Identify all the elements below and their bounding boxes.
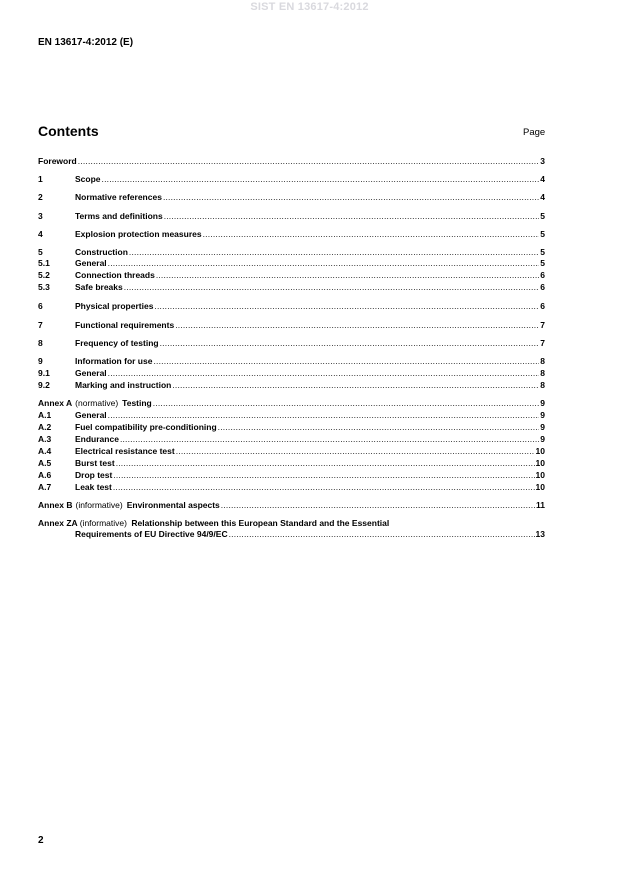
- toc-entry-page: 8: [540, 368, 545, 378]
- toc-entry-title: Endurance: [75, 434, 119, 444]
- toc-entry-title: Relationship between this European Standard and the Essential: [131, 518, 390, 528]
- toc-entry-title: Physical properties: [75, 301, 154, 311]
- toc-entry-number: 3: [38, 211, 43, 221]
- toc-annex-label: Annex A: [38, 398, 73, 408]
- toc-entry-page: 9: [540, 434, 545, 444]
- toc-entry-title: General: [75, 258, 107, 268]
- toc-entry-number: 4: [38, 229, 43, 239]
- toc-entry[interactable]: [38, 380, 545, 391]
- toc-entry-number: 9: [38, 356, 43, 366]
- toc-entry-page: 9: [540, 398, 545, 408]
- watermark: SIST EN 13617-4:2012: [250, 1, 369, 13]
- toc-entry-title: Functional requirements: [75, 320, 175, 330]
- toc-entry-title-continued: Requirements of EU Directive 94/9/EC: [75, 529, 228, 539]
- toc-entry-title: Foreword: [38, 156, 77, 166]
- toc-entry-title: Leak test: [75, 482, 112, 492]
- page-column-label: Page: [523, 127, 546, 138]
- toc-annex-label: Annex ZA: [38, 518, 78, 528]
- toc-entry-number: A.2: [38, 422, 52, 432]
- toc-entry-page: 9: [540, 410, 545, 420]
- toc-entry-title: Electrical resistance test: [75, 446, 175, 456]
- toc-annex-kind: (normative): [75, 398, 119, 408]
- toc-entry-page: 4: [540, 174, 545, 184]
- toc-entry-number: 1: [38, 174, 43, 184]
- toc-entry-title: Drop test: [75, 470, 113, 480]
- toc-entry-number: A.7: [38, 482, 52, 492]
- toc-entry-number: 6: [38, 301, 43, 311]
- toc-annex-kind: (informative): [79, 518, 127, 528]
- toc-entry[interactable]: [38, 368, 545, 379]
- toc-entry[interactable]: [38, 422, 545, 433]
- toc-entry-page: 10: [535, 482, 545, 492]
- toc-entry-number: 5.1: [38, 258, 50, 268]
- toc-entry-number: A.6: [38, 470, 52, 480]
- toc-entry-title: General: [75, 410, 107, 420]
- toc-entry-page: 5: [540, 211, 545, 221]
- toc-entry-page: 6: [540, 301, 545, 311]
- toc-entry-page: 6: [540, 282, 545, 292]
- toc-entry-title: Testing: [122, 398, 152, 408]
- toc-entry-number: 9.1: [38, 368, 50, 378]
- toc-entry[interactable]: [38, 174, 545, 185]
- toc-entry-number: A.1: [38, 410, 52, 420]
- toc-entry-title: General: [75, 368, 107, 378]
- toc-entry-page: 7: [540, 320, 545, 330]
- toc-entry-number: 7: [38, 320, 43, 330]
- toc-entry-page: 11: [536, 500, 545, 510]
- toc-entry-page: 5: [540, 247, 545, 257]
- toc-entry-page: 10: [535, 458, 545, 468]
- toc-entry-page: 6: [540, 270, 545, 280]
- toc-entry-annex-b[interactable]: [38, 500, 545, 511]
- toc-entry[interactable]: [38, 482, 545, 493]
- toc-entry-number: A.5: [38, 458, 52, 468]
- toc-entry-title: Environmental aspects: [126, 500, 220, 510]
- toc-entry-number: A.3: [38, 434, 52, 444]
- page-number: 2: [38, 835, 44, 846]
- toc-entry[interactable]: [38, 301, 545, 312]
- toc-entry-page: 3: [540, 156, 545, 166]
- toc-entry-page: 7: [540, 338, 545, 348]
- toc-entry[interactable]: [38, 282, 545, 293]
- toc-entry[interactable]: [38, 192, 545, 203]
- toc-entry-title: Terms and definitions: [75, 211, 163, 221]
- toc-entry[interactable]: [38, 320, 545, 331]
- toc-entry-page: 10: [535, 470, 545, 480]
- toc-entry-page: 8: [540, 380, 545, 390]
- toc-entry[interactable]: [38, 446, 545, 457]
- toc-entry-page: 9: [540, 422, 545, 432]
- toc-entry[interactable]: [38, 410, 545, 421]
- toc-entry[interactable]: [38, 338, 545, 349]
- toc-entry-page: 5: [540, 229, 545, 239]
- toc-entry-title: Normative references: [75, 192, 162, 202]
- toc-entry-number: 5.3: [38, 282, 50, 292]
- toc-entry[interactable]: [38, 356, 545, 367]
- toc-entry-page: 4: [540, 192, 545, 202]
- toc-annex-label: Annex B: [38, 500, 73, 510]
- toc-entry[interactable]: [38, 258, 545, 269]
- toc-entry-annex-a[interactable]: [38, 398, 545, 409]
- toc-entry-number: 5.2: [38, 270, 50, 280]
- toc-entry[interactable]: [38, 247, 545, 258]
- toc-entry-annex-za[interactable]: [38, 518, 545, 540]
- toc-entry[interactable]: [38, 229, 545, 240]
- toc-entry-title: Scope: [75, 174, 101, 184]
- toc-entry-title: Information for use: [75, 356, 153, 366]
- toc-annex-kind: (informative): [75, 500, 123, 510]
- toc-entry-page: 5: [540, 258, 545, 268]
- toc-entry[interactable]: [38, 458, 545, 469]
- toc-entry-page: 8: [540, 356, 545, 366]
- toc-entry-number: 5: [38, 247, 43, 257]
- toc-entry[interactable]: [38, 470, 545, 481]
- toc-entry-title: Safe breaks: [75, 282, 123, 292]
- toc-entry-title: Explosion protection measures: [75, 229, 202, 239]
- toc-entry-number: 2: [38, 192, 43, 202]
- toc-entry[interactable]: [38, 270, 545, 281]
- toc-entry-title: Fuel compatibility pre-conditioning: [75, 422, 217, 432]
- toc-entry-number: 9.2: [38, 380, 50, 390]
- toc-entry-number: A.4: [38, 446, 52, 456]
- document-id: EN 13617-4:2012 (E): [38, 37, 134, 48]
- toc-entry-title: Connection threads: [75, 270, 155, 280]
- contents-heading: Contents: [38, 123, 99, 139]
- toc-entry-foreword[interactable]: [38, 156, 545, 167]
- toc-entry-page: 13: [535, 529, 545, 539]
- toc-entry-title: Construction: [75, 247, 128, 257]
- toc-entry-title: Marking and instruction: [75, 380, 172, 390]
- toc-entry-title: Frequency of testing: [75, 338, 159, 348]
- toc-entry[interactable]: [38, 211, 545, 222]
- toc-entry-page: 10: [535, 446, 545, 456]
- toc-entry[interactable]: [38, 434, 545, 445]
- toc-entry-number: 8: [38, 338, 43, 348]
- toc-entry-title: Burst test: [75, 458, 115, 468]
